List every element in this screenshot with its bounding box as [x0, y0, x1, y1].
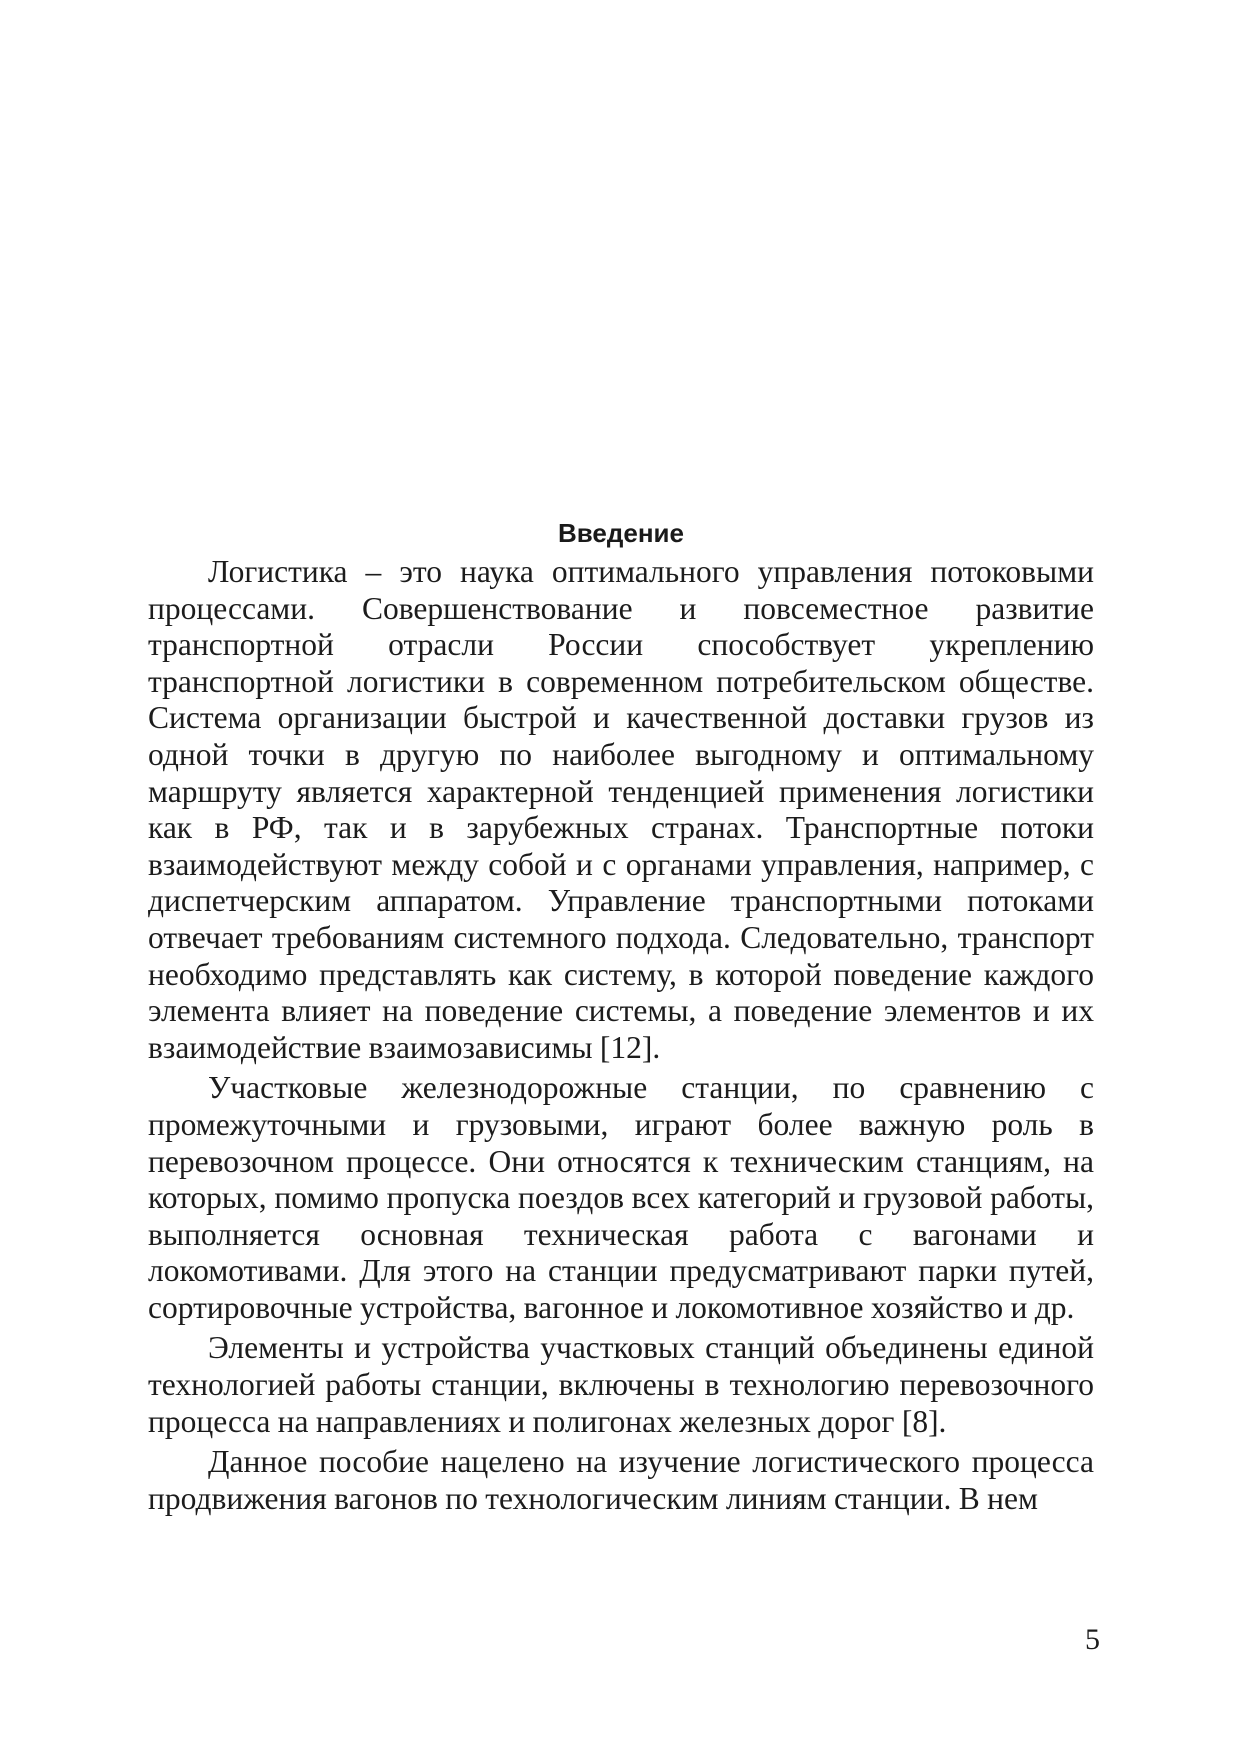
paragraph-station-elements: Элементы и устройства участковых станций объединены единой технологией работы станции, включены в технологию перевозочного процесса на направлениях и полигонах железных дорог [8].: [148, 1330, 1094, 1439]
section-heading: Введение: [558, 518, 684, 548]
paragraph-manual-purpose: Данное пособие нацелено на изучение логистического процесса продвижения вагонов по технологическим линиям станции. В нем: [148, 1444, 1094, 1516]
paragraph-logistics-intro: Логистика – это наука оптимального управления потоковыми процессами. Совершенствование и повсеместное развитие транспортной отрасли России способствует укреплению транспортной логистики в современном потребительском обществе. Система организации быстрой и качественной доставки грузов из одной точки в другую по наиболее выгодному и оптимальному маршруту является характерной тенденцией применения логистики как в РФ, так и в зарубежных странах. Транспортные потоки взаимодействуют между собой и с органами управления, например, с диспетчерским аппаратом. Управление транспортными потоками отвечает требованиям системного подхода. Следовательно, транспорт необходимо представлять как систему, в которой поведение каждого элемента влияет на поведение системы, а поведение элементов и их взаимодействие взаимозависимы [12].: [148, 554, 1094, 1065]
paragraph-section-stations: Участковые железнодорожные станции, по сравнению с промежуточными и грузовыми, играют более важную роль в перевозочном процессе. Они относятся к техническим станциям, на которых, помимо пропуска поездов всех категорий и грузовой работы, выполняется основная техническая работа с вагонами и локомотивами. Для этого на станции предусматривают парки путей, сортировочные устройства, вагонное и локомотивное хозяйство и др.: [148, 1070, 1094, 1325]
page-content: [148, 514, 1094, 1517]
page-number: 5: [1085, 1623, 1100, 1656]
